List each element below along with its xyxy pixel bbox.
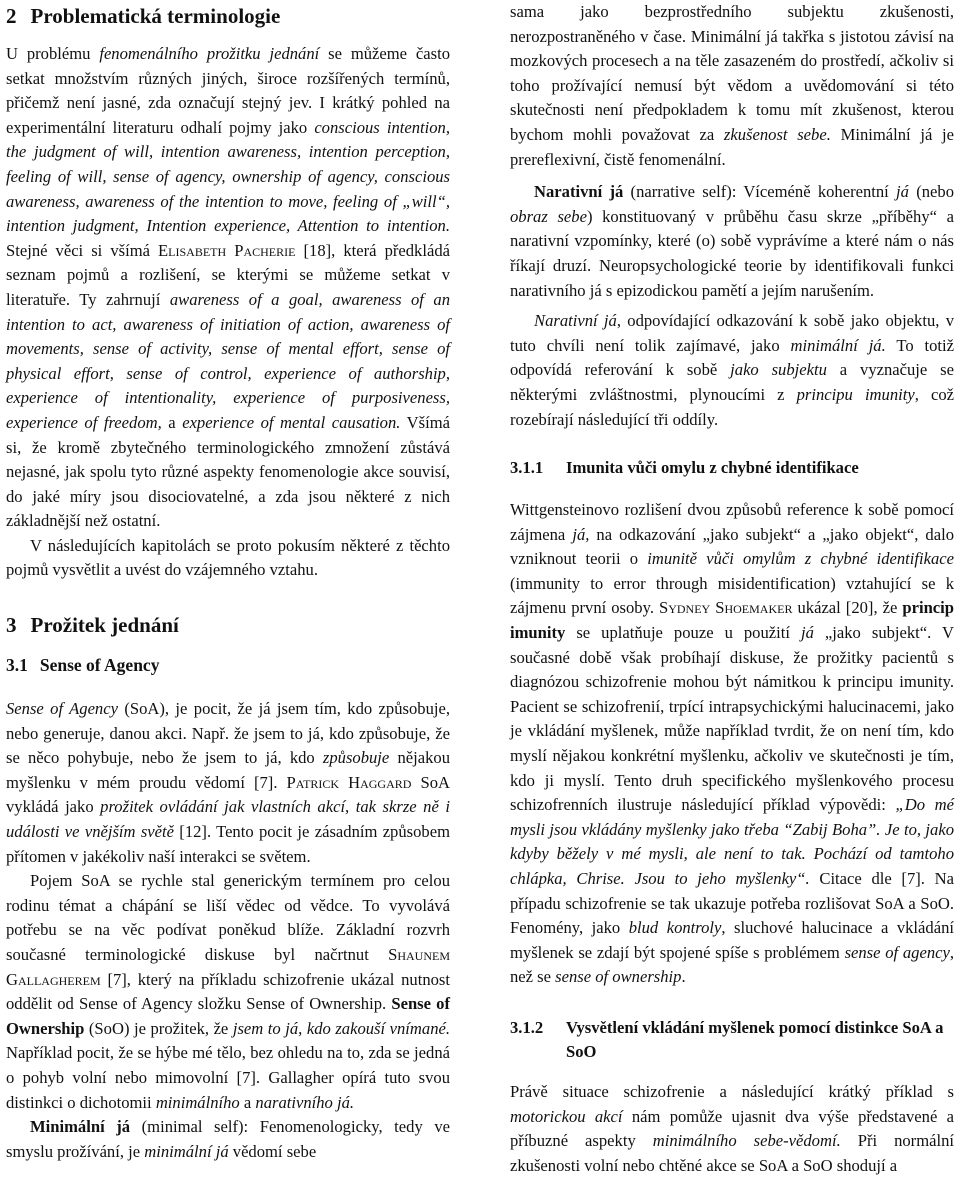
section-heading-2 (6, 2, 450, 30)
paragraph (6, 869, 450, 1115)
text-run: SoA vykládá jako (6, 772, 450, 817)
text-run: minimálního sebe-vědomí. (652, 1131, 841, 1151)
text-run: [18], která předkládá seznam pojmů a rozlišení, se kterými se můžeme setkat v literatuře. Ty zahrnují (6, 240, 450, 309)
paragraph (510, 180, 954, 303)
text-run: conscious intention, the judgment of will, intention awareness, intention perception, feeling of will, sense of agency, ownership of agency, conscious awareness, awareness of the intention to move, feeling of „will“, intention judgment, Intention experience, Attention to intention. (6, 117, 450, 236)
text-run: nějakou myšlenku v mém proudu vědomí [7]. (6, 748, 450, 792)
left-column (6, 2, 450, 1195)
text-run: vědomí sebe (228, 1141, 317, 1161)
text-run: já (800, 623, 814, 643)
text-run: na odkazování „jako subjekt“ a „jako objekt“, dalo vzniknout teorii o (510, 524, 954, 569)
text-run: awareness of a goal, awareness of an intention to act, awareness of initiation of action, awareness of movements, sense of activity, sense of mental effort, sense of physical effort, sense of control, experience of authorship, experience of intentionality, experience of purposiveness, experience of freedom, (6, 289, 451, 432)
text-run: Minimální já je prereflexivní, čistě fenomenální. (510, 124, 954, 169)
section-number: 3 (6, 613, 17, 638)
text-run: U problému (6, 44, 100, 63)
text-run: narativního já. (255, 1092, 355, 1112)
text-run: minimální já (144, 1141, 229, 1161)
text-run: „jako subjekt“. V současné době však probíhají diskuse, že prožitky pacientů s diagnózou schizofrenie mohou být námitkou k principu imunity. Pacient se schizofrenií, trpící intrapsychickými halucinacemi, jako je vkládání myšlenek, může například tvrdit, že on není tím, kdo myslí nějakou konkrétní myšlenku, ačkoliv ve skutečnosti je tím, kdo ji myslí. Tento druh specifického myšlenkového procesu schizofrenních ilustruje následující příklad výpovědi: (510, 623, 955, 815)
subsubsection-title: Vysvětlení vkládání myšlenek pomocí distinkce SoA a SoO (566, 1017, 944, 1061)
text-run: Právě situace schizofrenie a následující krátký příklad s (510, 1081, 954, 1101)
text-run: Elisabeth Pacherie (158, 240, 296, 260)
text-run: , sluchové halucinace a vkládání myšlenek se zdají být spojené spíše s problémem (510, 918, 954, 962)
text-run: , což rozebírají následující tři oddíly. (510, 384, 955, 429)
text-run: prožitek ovládání jak vlastních akcí, tak skrze ně i události ve vnějším světě (6, 797, 450, 842)
text-run: zkušenost sebe. (723, 124, 831, 144)
text-run: (nebo (908, 182, 954, 202)
text-run: princip imunity (510, 598, 954, 643)
text-run: Narativní já (534, 311, 617, 331)
text-run: . (681, 967, 686, 987)
right-column (510, 0, 954, 1195)
text-run: Všímá si, že kromě zbytečného terminologického zmnožení zůstává nejasné, jak spolu tyto různé aspekty fenomenologie akce souvisí, do jaké míry jsou disociovatelné, a zda jsou některé z nich základnější než ostatní. (6, 412, 450, 531)
text-run: [7], který na příkladu schizofrenie ukázal nutnost oddělit od Sense of Agency složku Sense of Ownership. (6, 969, 450, 1014)
section-heading-3 (6, 611, 450, 639)
paragraph (510, 309, 954, 432)
text-run: Sense of Agency (6, 699, 118, 719)
paragraph: V následujících kapitolách se proto pokusím některé z těchto pojmů vysvětlit a uvést do vzájemného vztahu. (6, 535, 450, 580)
paragraph (510, 0, 954, 172)
section-number: 2 (6, 4, 17, 28)
text-run: To totiž odpovídá referování k sobě (510, 335, 955, 380)
paragraph (510, 1080, 954, 1178)
text-run: obraz sebe (510, 206, 587, 226)
text-run: já (896, 182, 909, 202)
text-run: [12]. Tento pocit je zásadním způsobem přítomen v jakékoliv naší interakci se světem. (6, 822, 450, 866)
text-run: Například pocit, že se hýbe mé tělo, bez ohledu na to, zda se jedná o pohyb volní nebo mimovolní [7]. Gallagher opírá tuto svou distinkci o dichotomii (6, 1043, 450, 1112)
text-run: Narativní já (534, 182, 624, 202)
text-run: experience of mental causation. (182, 412, 401, 432)
subsection-number: 3.1 (6, 655, 28, 676)
text-run: minimální já. (790, 335, 886, 355)
text-run: motorickou akcí (510, 1106, 623, 1126)
subsubsection-heading-3-1-1 (510, 456, 954, 480)
paragraph (6, 1115, 450, 1164)
text-run: Wittgensteinovo rozlišení dvou způsobů reference k sobě pomocí zájmena (510, 500, 954, 544)
text-run: ) konstituovaný v průběhu času skrze „příběhy“ a narativní vzpomínky, které (o) sobě vyprávíme a které nám o nás říkají druzí. Neuropsychologické teorie by identifikovali funkci narativního já s epizodickou pamětí a jejím narušením. (510, 206, 954, 300)
text-run: (minimal self): Fenomenologicky, tedy ve smyslu prožívání, je (6, 1117, 450, 1161)
text-run: Pojem SoA se rychle stal generickým termínem pro celou rodinu témat a chápání se liší vědec od vědce. To vyvolává potřebu se na věc podívat poněkud blíže. Základní rozvrh současné terminologické diskuse byl načrtnut (6, 871, 450, 964)
subsection-heading-3-1 (6, 653, 450, 677)
text-run: já, (572, 524, 590, 544)
subsubsection-heading-3-1-2 (510, 1016, 954, 1064)
subsubsection-number: 3.1.1 (510, 458, 544, 478)
text-run: Stejné věci si všímá (6, 240, 159, 260)
subsubsection-number: 3.1.2 (510, 1017, 544, 1037)
paragraph (6, 697, 450, 869)
text-run: jsem to já, kdo zakouší vnímané. (232, 1018, 450, 1038)
text-run: Sense of Ownership (6, 994, 450, 1038)
text-run: se uplatňuje pouze u použití (565, 623, 801, 643)
text-run: principu imunity (796, 384, 915, 404)
text-run: (SoO) je prožitek, že (84, 1018, 233, 1038)
text-run: sense of agency (844, 942, 950, 962)
text-run: Minimální já (30, 1117, 131, 1137)
text-run: a (161, 412, 183, 432)
subsection-title: Sense of Agency (39, 655, 160, 676)
text-run: Citace dle [7]. Na případu schizofrenie se tak ukazuje potřeba rozlišovat SoA a SoO. Fenomény, jako (510, 869, 954, 938)
text-run: způsobuje (322, 748, 390, 768)
text-run: blud kontroly (628, 918, 722, 938)
text-run: a (239, 1092, 256, 1112)
text-run: se můžeme často setkat množstvím různých jiných, široce rozšířených termínů, přičemž není jasné, zda označují stejný jev. I krátký pohled na experimentální literaturu odhalí pojmy jako (6, 44, 450, 137)
text-run: sense of ownership (555, 967, 682, 987)
text-run: (narrative self): Víceméně koherentní (623, 182, 897, 202)
text-run: , odpovídající odkazování k sobě jako objektu, v tuto chvíli není tolik zajímavé, jako (510, 311, 954, 355)
paragraph (6, 42, 450, 534)
text-run: nám pomůže ujasnit dva výše představené a příbuzné aspekty (510, 1106, 954, 1151)
paragraph (510, 498, 954, 990)
text-run: imunitě vůči omylům z chybné identifikace (647, 549, 954, 569)
text-run: minimálního (155, 1092, 240, 1112)
text-run: Shaunem Gallagherem (6, 945, 450, 989)
text-run: ukázal [20], že (792, 598, 903, 618)
text-run: Patrick Haggard (286, 772, 412, 792)
text-run: Sydney Shoemaker (659, 598, 793, 618)
text-run: , než se (510, 942, 954, 987)
subsubsection-title: Imunita vůči omylu z chybné identifikace (566, 458, 859, 478)
text-run: fenomenálního prožitku jednání (99, 44, 320, 63)
text-run: „Do mé mysli jsou vkládány myšlenky jako třeba “Zabij Boha”. Je to, jako kdyby běžely v mé mysli, ale není to tak. Pochází od tamtoho chlápka, Chrise. Jsou to jeho myšlenky“. (510, 795, 954, 888)
text-run: (SoA), je pocit, že já jsem tím, kdo způsobuje, nebo generuje, danou akci. Např. že jsem to já, kdo způsobuje, že se něco pohybuje, nebo že jsem to já, kdo (6, 699, 450, 768)
text-run: sama jako bezprostředního subjektu zkušenosti, nerozpostraněného v čase. Minimální já takřka s jistotou závisí na mozkových procesech a na těle zasazeném do prostředí, ačkoliv si toho prožívající nemusí být vědom a uvědomování si této skutečnosti není předpokladem k tomu mít zkušenost, kterou bychom mohli považovat za (510, 2, 954, 144)
text-run: a vyznačuje se některými zvláštnostmi, plynoucími z (510, 360, 954, 404)
text-run: Při normální zkušenosti volní nebo chtěné akce se SoA a SoO shodují a (510, 1131, 954, 1175)
text-run: jako subjektu (730, 360, 827, 380)
section-title: Problematická terminologie (30, 4, 281, 28)
section-title: Prožitek jednání (30, 613, 179, 638)
text-run: (immunity to error through misidentification) vztahující se k zájmenu první osoby. (510, 573, 954, 618)
